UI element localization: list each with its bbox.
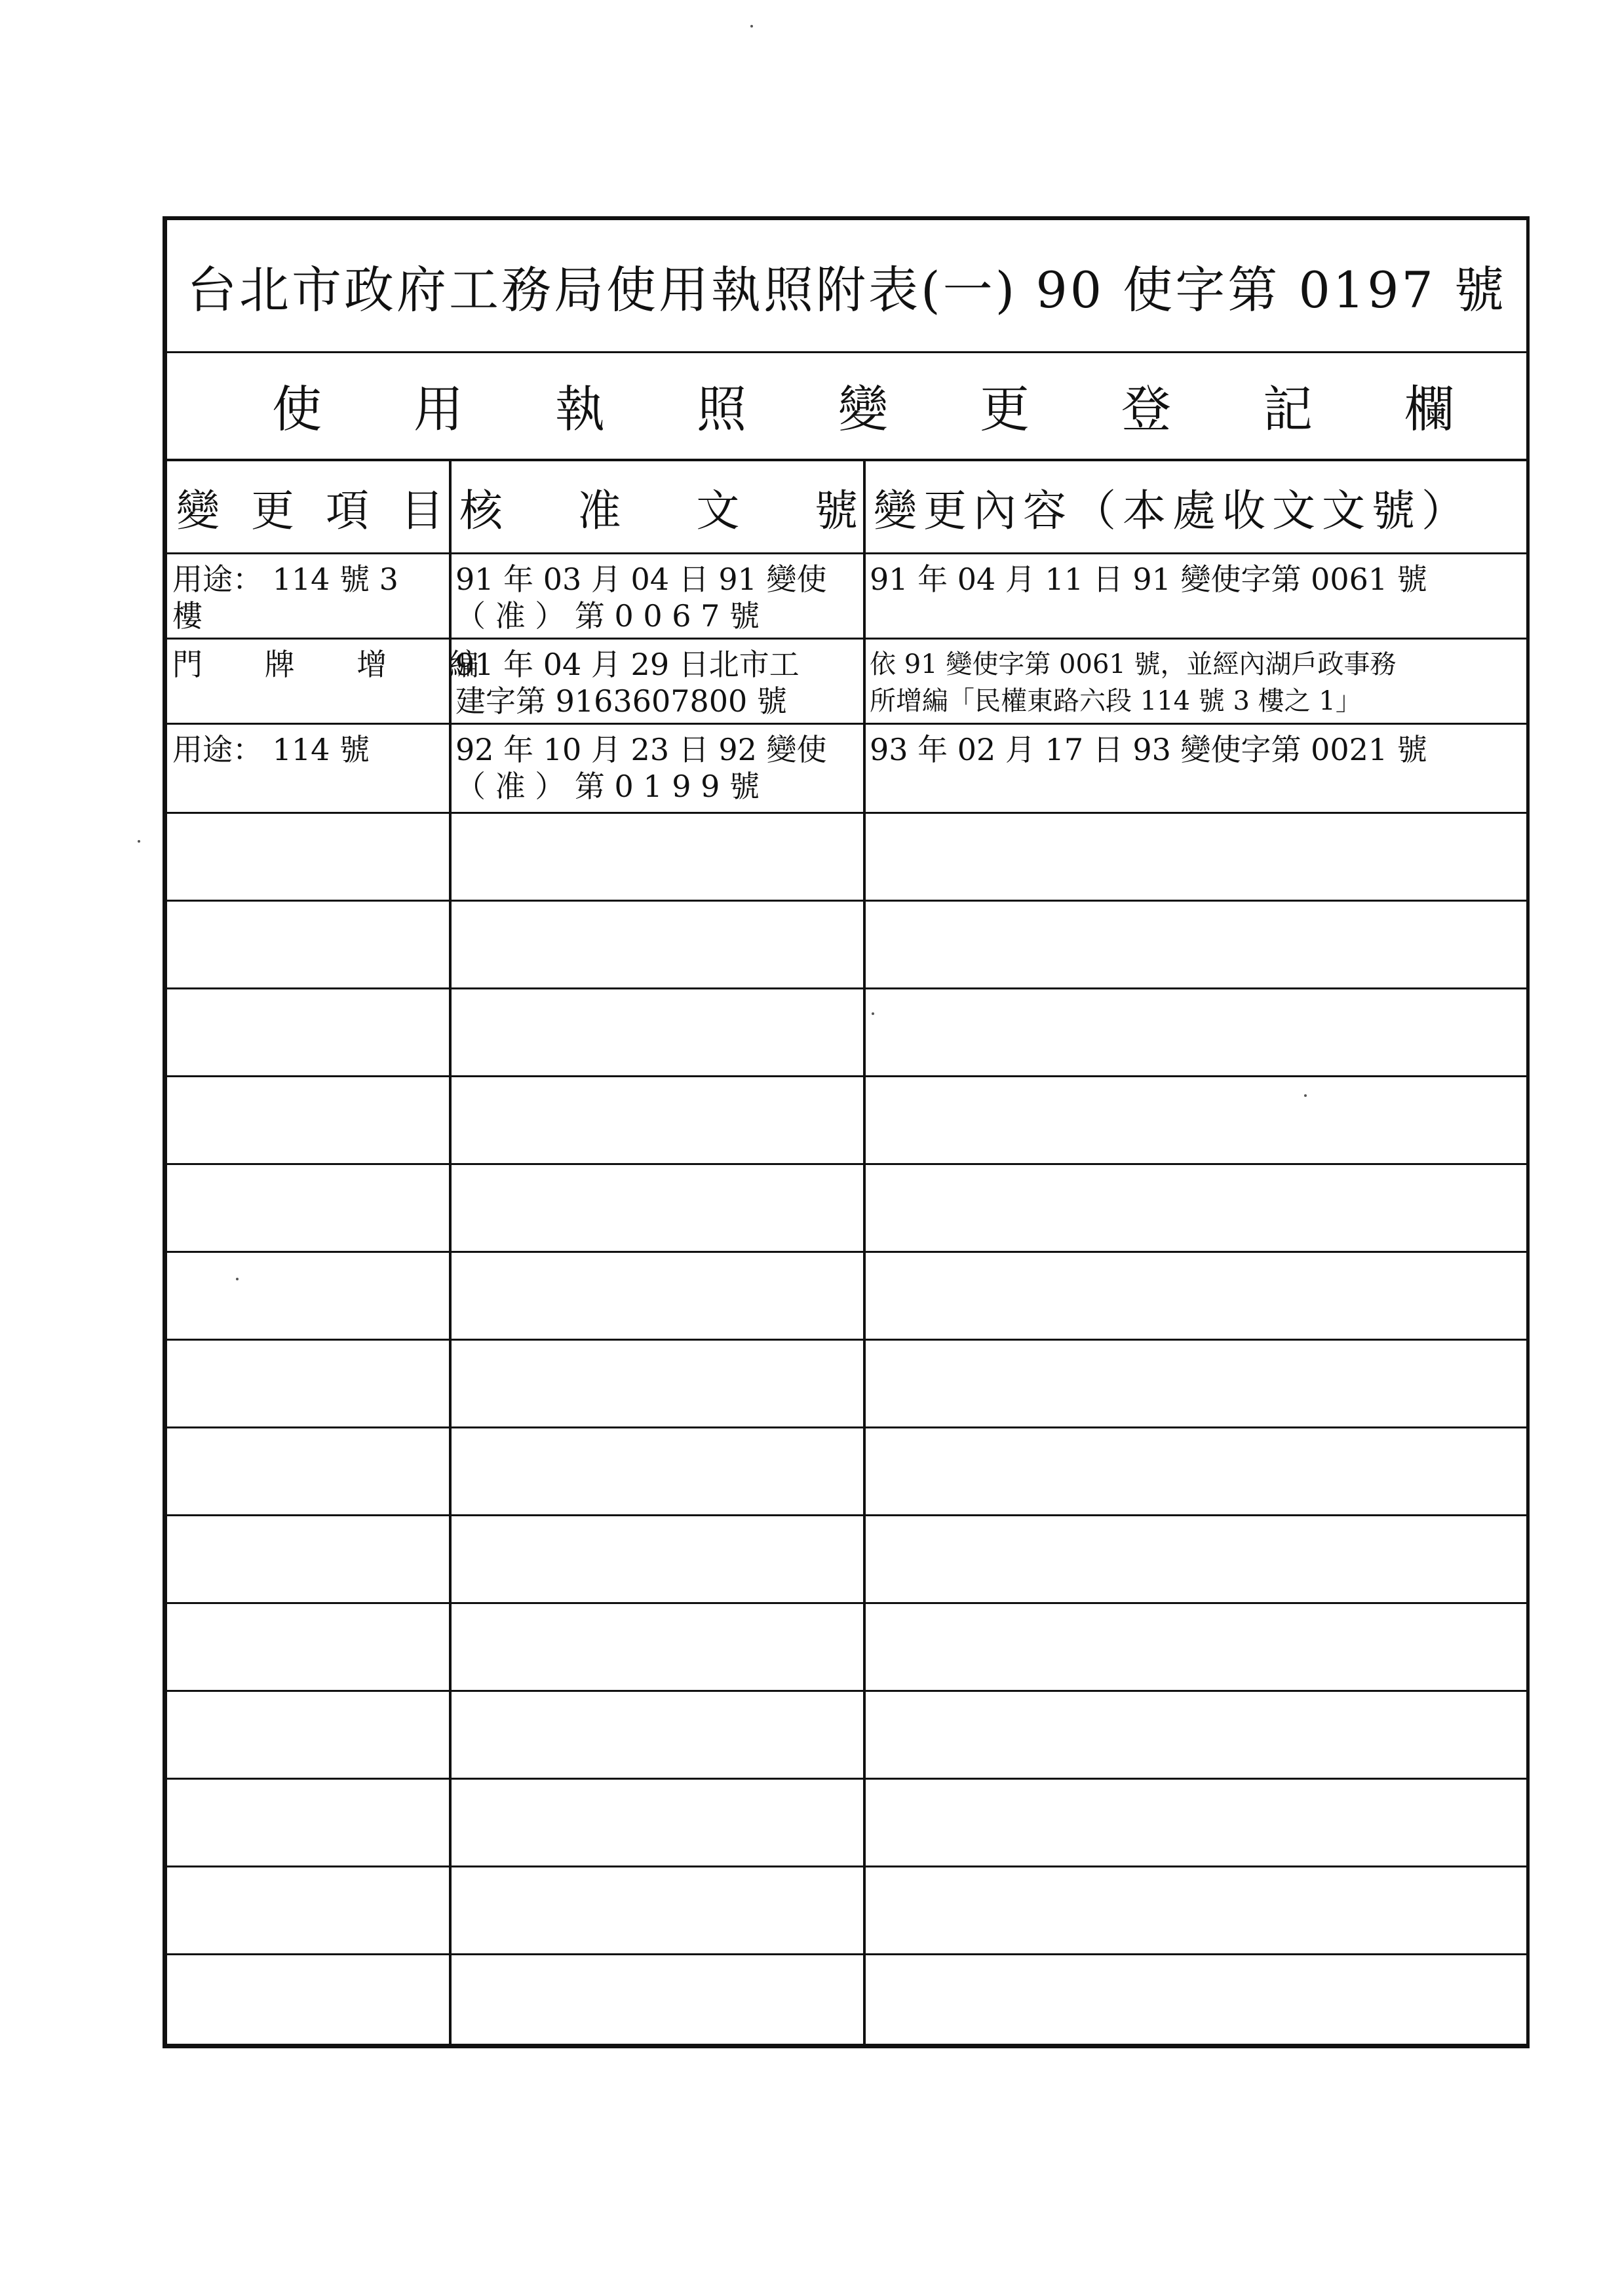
cell-line: 門 牌 增 編	[172, 647, 505, 682]
row-change-content	[870, 725, 1525, 812]
section-subtitle	[167, 351, 1526, 461]
row-change-item	[172, 640, 505, 723]
row-approval-number	[455, 640, 862, 723]
cell-line: 樓	[172, 598, 202, 634]
cell-line: 所增編「民權東路六段 114 號 3 樓之 1」	[870, 686, 1362, 716]
subtitle-char: 執	[555, 379, 605, 438]
header-char: 核	[459, 486, 503, 536]
empty-row	[167, 902, 1526, 989]
empty-row	[167, 1692, 1526, 1780]
cell-line: 93 年 02 月 17 日 93 變使字第 0021 號	[870, 732, 1427, 767]
scan-speck	[236, 1278, 239, 1280]
subtitle-char: 登	[1121, 379, 1171, 438]
cell-line: 用途： 114 號 3	[172, 562, 398, 597]
header-approval-number	[455, 461, 862, 552]
subtitle-char: 記	[1263, 379, 1313, 438]
empty-row	[167, 1955, 1526, 2044]
subtitle-char: 變	[838, 379, 888, 438]
cell-line: 91 年 04 月 29 日北市工	[455, 647, 800, 682]
row-change-item	[172, 725, 448, 812]
scan-speck	[1304, 1094, 1307, 1097]
header-char: 項	[326, 486, 369, 536]
subtitle-char: 使	[272, 379, 322, 438]
empty-row	[167, 1428, 1526, 1516]
cell-line: 91 年 03 月 04 日 91 變使	[455, 562, 827, 597]
cell-line: 91 年 04 月 11 日 91 變使字第 0061 號	[870, 562, 1427, 597]
cell-line: （ 准 ） 第 0 1 9 9 號	[455, 769, 760, 804]
header-char: 更	[251, 486, 294, 536]
table-row	[167, 725, 1526, 814]
row-change-content	[870, 640, 1525, 723]
header-char: 准	[577, 486, 621, 536]
header-char: 變	[176, 486, 220, 536]
header-change-content: 變更內容（本處收文文號）	[874, 486, 1471, 536]
cell-line: 用途： 114 號	[172, 732, 370, 767]
header-change-item	[172, 461, 448, 552]
cell-line: 建字第 9163607800 號	[455, 683, 787, 719]
table-row	[167, 640, 1526, 725]
scan-speck	[750, 25, 753, 28]
row-approval-number	[455, 725, 862, 812]
header-char: 號	[814, 486, 858, 536]
table-row	[167, 554, 1526, 640]
subtitle-char: 更	[980, 379, 1030, 438]
empty-row	[167, 814, 1526, 902]
empty-row	[167, 989, 1526, 1077]
empty-row	[167, 1165, 1526, 1253]
row-change-content	[870, 554, 1525, 638]
cell-line: 依 91 變使字第 0061 號，並經內湖戶政事務	[870, 649, 1397, 679]
form-title: 台北市政府工務局使用執照附表(一) 90 使字第 0197 號	[167, 220, 1526, 353]
license-change-form	[163, 216, 1530, 2048]
table-header-row	[167, 461, 1526, 554]
empty-row	[167, 1604, 1526, 1692]
cell-line: 92 年 10 月 23 日 92 變使	[455, 732, 827, 767]
scan-speck	[872, 1012, 874, 1015]
change-table	[167, 461, 1526, 2044]
subtitle-char: 照	[697, 379, 746, 438]
row-approval-number	[455, 554, 862, 638]
empty-row	[167, 1780, 1526, 1867]
empty-row	[167, 1341, 1526, 1428]
scan-speck	[138, 840, 140, 843]
empty-row	[167, 1516, 1526, 1604]
header-char: 文	[696, 486, 740, 536]
header-char: 目	[400, 486, 444, 536]
empty-row	[167, 1253, 1526, 1341]
subtitle-char: 欄	[1404, 379, 1454, 438]
subtitle-char: 用	[414, 379, 463, 438]
empty-row	[167, 1077, 1526, 1165]
empty-row	[167, 1867, 1526, 1955]
row-change-item	[172, 554, 448, 638]
cell-line: （ 准 ） 第 0 0 6 7 號	[455, 598, 760, 634]
